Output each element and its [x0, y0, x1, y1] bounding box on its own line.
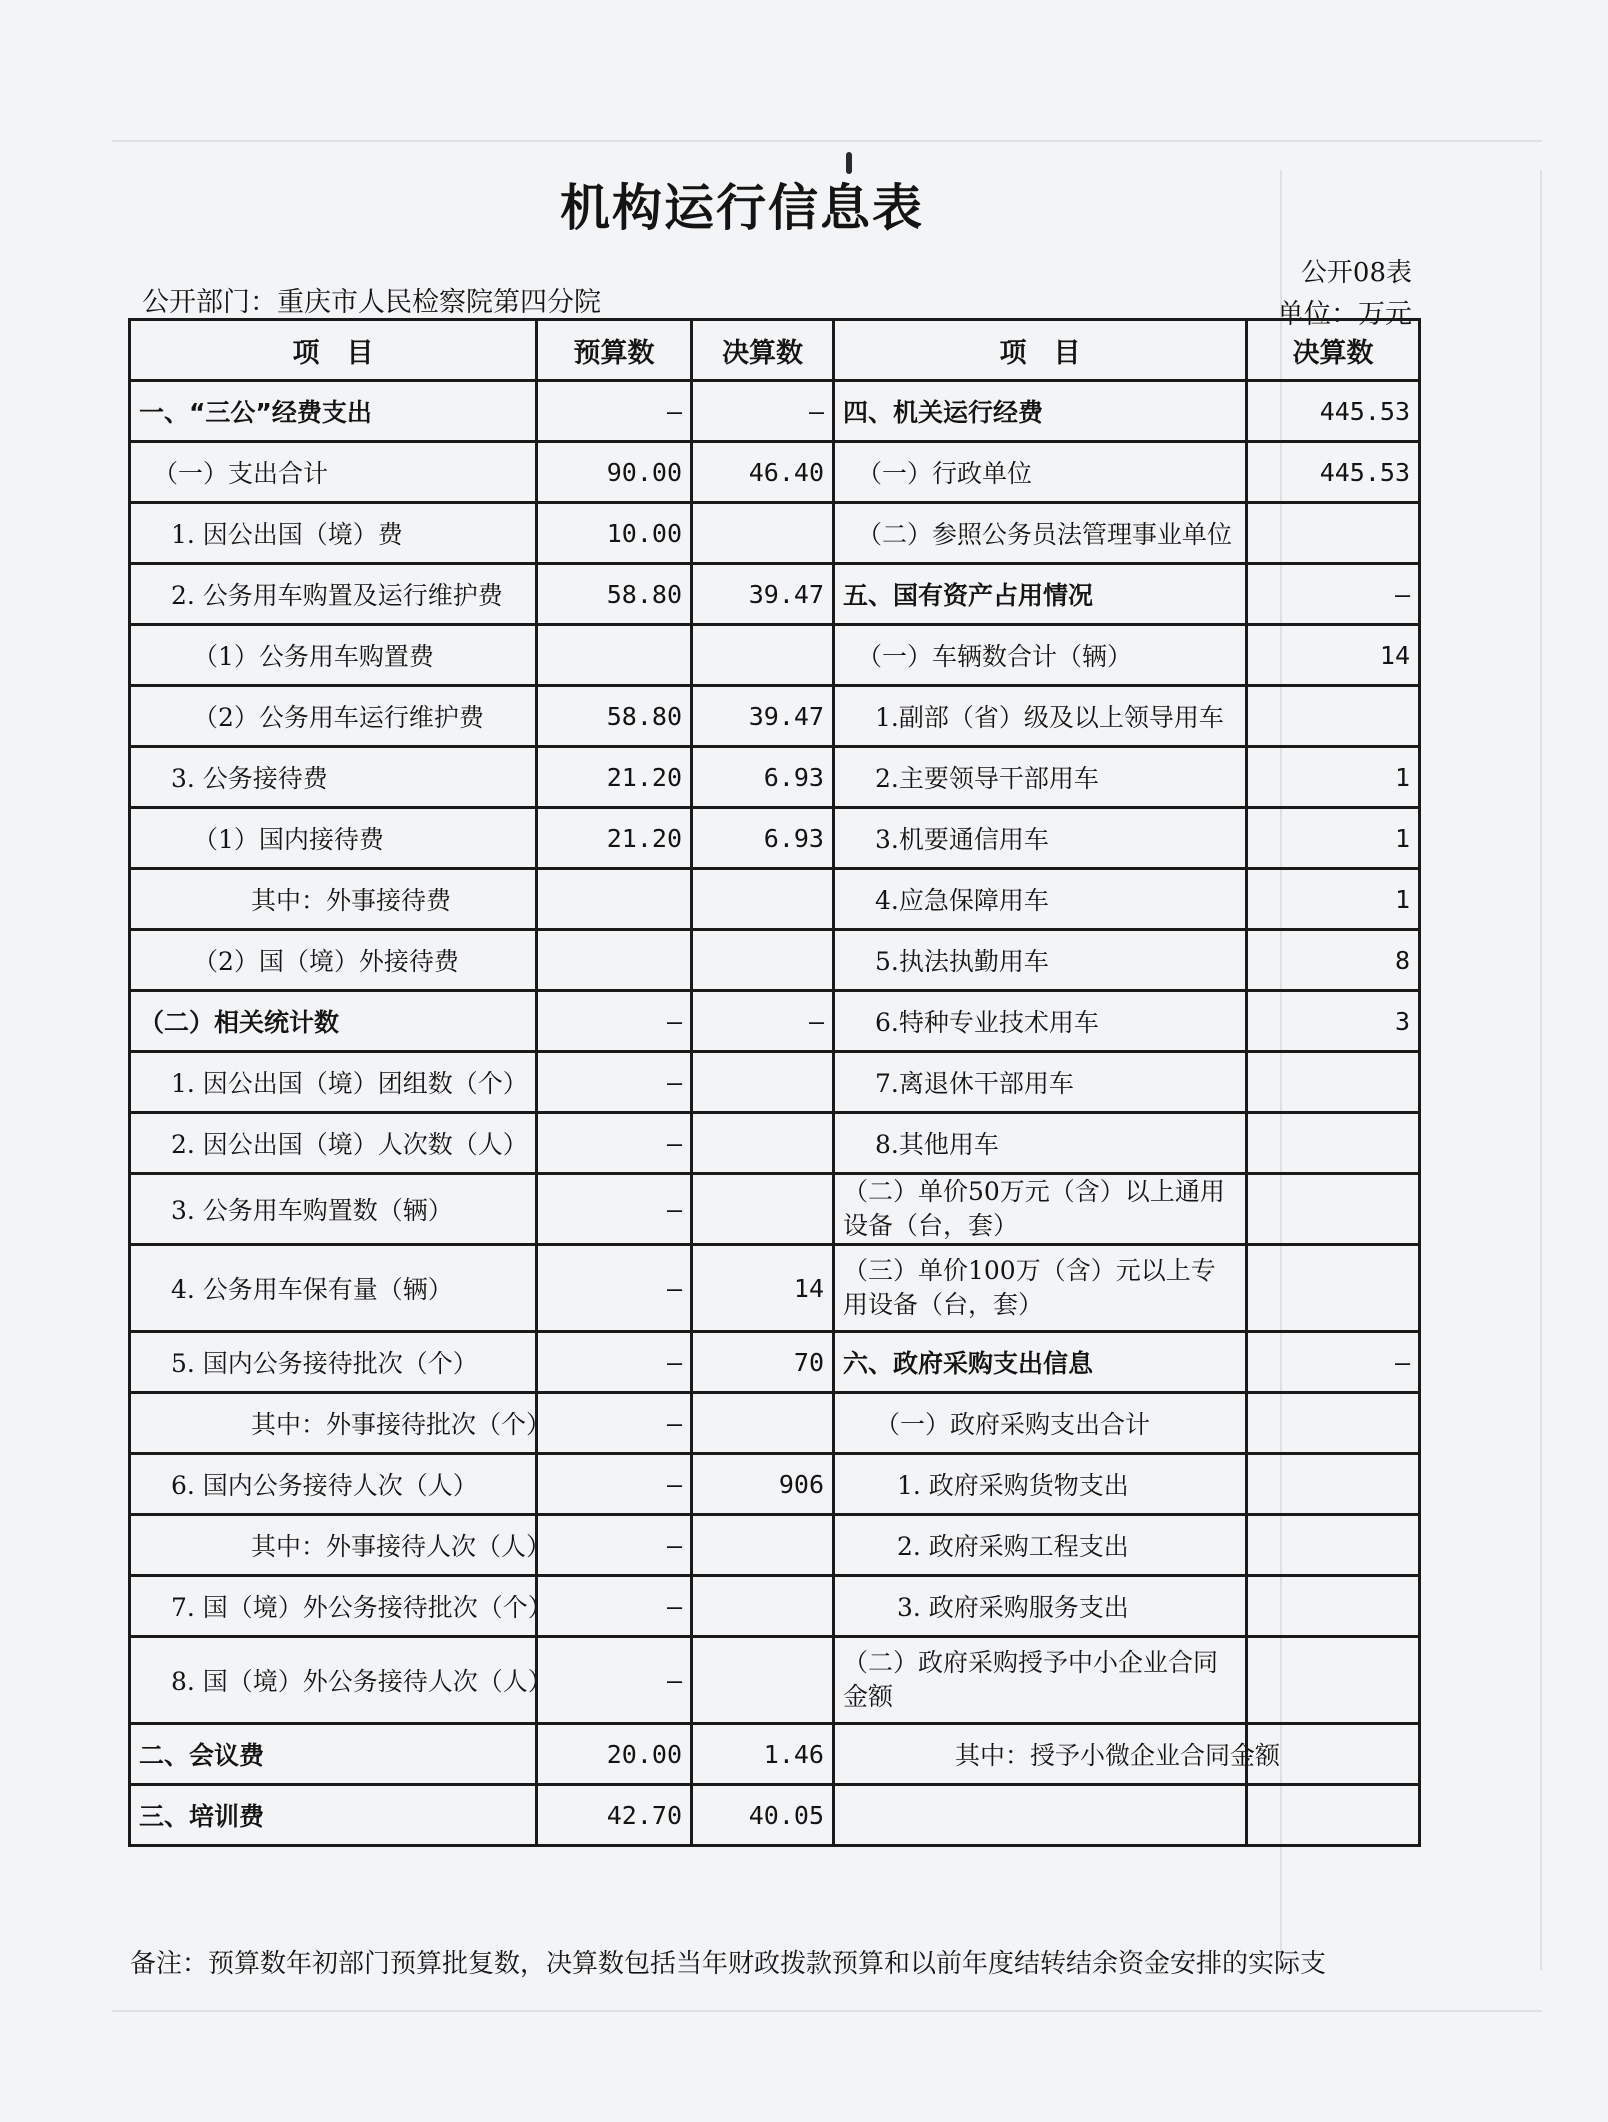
row-final-right: 445.53 — [1247, 442, 1420, 503]
row-final-left: 39.47 — [692, 564, 834, 625]
table-row — [130, 930, 1420, 991]
row-item-right: （二）参照公务员法管理事业单位 — [834, 503, 1247, 564]
row-final-right: — — [1247, 1332, 1420, 1393]
row-final-right: 14 — [1247, 625, 1420, 686]
table-row — [130, 1393, 1420, 1454]
row-final-right: — — [1247, 564, 1420, 625]
row-item-left: 7. 国（境）外公务接待批次（个） — [130, 1576, 537, 1637]
row-budget: — — [537, 1515, 692, 1576]
row-budget: 21.20 — [537, 747, 692, 808]
row-item-left: （2）国（境）外接待费 — [130, 930, 537, 991]
header-right-item: 项 目 — [834, 320, 1247, 381]
row-budget: 90.00 — [537, 442, 692, 503]
row-budget: — — [537, 1393, 692, 1454]
row-final-right: 8 — [1247, 930, 1420, 991]
row-budget: — — [537, 1052, 692, 1113]
row-item-left: 6. 国内公务接待人次（人） — [130, 1454, 537, 1515]
row-budget: — — [537, 1245, 692, 1332]
row-budget — [537, 930, 692, 991]
row-final-left: 46.40 — [692, 442, 834, 503]
row-item-right: 7.离退休干部用车 — [834, 1052, 1247, 1113]
row-final-left: 14 — [692, 1245, 834, 1332]
row-final-left: 6.93 — [692, 808, 834, 869]
row-final-right — [1247, 1393, 1420, 1454]
row-item-right: 其中：授予小微企业合同金额 — [834, 1724, 1247, 1785]
table-row — [130, 1174, 1420, 1245]
row-final-left: — — [692, 991, 834, 1052]
row-final-right: 1 — [1247, 747, 1420, 808]
row-item-right: 3.机要通信用车 — [834, 808, 1247, 869]
row-final-left — [692, 625, 834, 686]
row-budget: 21.20 — [537, 808, 692, 869]
table-header-row — [130, 320, 1420, 381]
row-item-right — [834, 1785, 1247, 1846]
row-item-right: 1. 政府采购货物支出 — [834, 1454, 1247, 1515]
row-budget: — — [537, 991, 692, 1052]
table-row — [130, 381, 1420, 442]
row-final-left: — — [692, 381, 834, 442]
row-item-right: 五、国有资产占用情况 — [834, 564, 1247, 625]
table-row — [130, 1245, 1420, 1332]
table-row — [130, 503, 1420, 564]
row-budget: 10.00 — [537, 503, 692, 564]
row-item-right: 5.执法执勤用车 — [834, 930, 1247, 991]
row-item-right: 6.特种专业技术用车 — [834, 991, 1247, 1052]
row-budget: — — [537, 1174, 692, 1245]
row-item-left: （2）公务用车运行维护费 — [130, 686, 537, 747]
table-row — [130, 1724, 1420, 1785]
row-final-right: 1 — [1247, 808, 1420, 869]
row-final-left: 1.46 — [692, 1724, 834, 1785]
table-row — [130, 747, 1420, 808]
header-final-right: 决算数 — [1247, 320, 1420, 381]
row-item-left: 8. 国（境）外公务接待人次（人） — [130, 1637, 537, 1724]
row-item-right: （一）行政单位 — [834, 442, 1247, 503]
row-final-left: 70 — [692, 1332, 834, 1393]
row-final-left — [692, 1113, 834, 1174]
row-final-left: 40.05 — [692, 1785, 834, 1846]
row-final-right — [1247, 1113, 1420, 1174]
table-row — [130, 1637, 1420, 1724]
table-row — [130, 686, 1420, 747]
row-final-left — [692, 869, 834, 930]
row-item-right: （二）单价50万元（含）以上通用设备（台，套） — [834, 1174, 1247, 1245]
row-item-left: （1）国内接待费 — [130, 808, 537, 869]
row-item-right: 2.主要领导干部用车 — [834, 747, 1247, 808]
table-row — [130, 808, 1420, 869]
row-budget: — — [537, 381, 692, 442]
table-row — [130, 442, 1420, 503]
row-final-left — [692, 1637, 834, 1724]
row-item-left: 3. 公务接待费 — [130, 747, 537, 808]
row-item-left: 1. 因公出国（境）团组数（个） — [130, 1052, 537, 1113]
row-final-left — [692, 1174, 834, 1245]
row-budget: — — [537, 1454, 692, 1515]
row-final-left — [692, 503, 834, 564]
row-item-left: 其中：外事接待人次（人） — [130, 1515, 537, 1576]
row-item-left: 5. 国内公务接待批次（个） — [130, 1332, 537, 1393]
table-row — [130, 625, 1420, 686]
row-budget: — — [537, 1637, 692, 1724]
row-item-left: （1）公务用车购置费 — [130, 625, 537, 686]
table-row — [130, 1052, 1420, 1113]
row-final-right — [1247, 1052, 1420, 1113]
row-final-left — [692, 1576, 834, 1637]
row-item-left: 4. 公务用车保有量（辆） — [130, 1245, 537, 1332]
table-row — [130, 991, 1420, 1052]
row-final-left — [692, 1515, 834, 1576]
row-budget: 42.70 — [537, 1785, 692, 1846]
row-final-right: 3 — [1247, 991, 1420, 1052]
row-item-right: （一）车辆数合计（辆） — [834, 625, 1247, 686]
row-final-right — [1247, 503, 1420, 564]
row-item-left: 其中：外事接待费 — [130, 869, 537, 930]
row-item-right: （一）政府采购支出合计 — [834, 1393, 1247, 1454]
row-final-right — [1247, 1576, 1420, 1637]
row-item-left: 2. 公务用车购置及运行维护费 — [130, 564, 537, 625]
row-item-right: 2. 政府采购工程支出 — [834, 1515, 1247, 1576]
row-budget: — — [537, 1113, 692, 1174]
row-item-right: 8.其他用车 — [834, 1113, 1247, 1174]
row-item-left: 3. 公务用车购置数（辆） — [130, 1174, 537, 1245]
row-item-right: （二）政府采购授予中小企业合同金额 — [834, 1637, 1247, 1724]
row-final-right: 1 — [1247, 869, 1420, 930]
row-budget: — — [537, 1332, 692, 1393]
info-table — [128, 318, 1421, 1847]
row-final-left — [692, 930, 834, 991]
header-budget: 预算数 — [537, 320, 692, 381]
row-final-right — [1247, 1785, 1420, 1846]
row-final-right: 445.53 — [1247, 381, 1420, 442]
row-item-right: 1.副部（省）级及以上领导用车 — [834, 686, 1247, 747]
row-final-right — [1247, 686, 1420, 747]
row-budget: 20.00 — [537, 1724, 692, 1785]
row-budget — [537, 625, 692, 686]
row-item-right: （三）单价100万（含）元以上专用设备（台，套） — [834, 1245, 1247, 1332]
row-item-right: 4.应急保障用车 — [834, 869, 1247, 930]
department-label: 公开部门：重庆市人民检察院第四分院 — [142, 287, 601, 318]
table-row — [130, 1113, 1420, 1174]
row-final-right — [1247, 1637, 1420, 1724]
table-row — [130, 1454, 1420, 1515]
row-item-right: 3. 政府采购服务支出 — [834, 1576, 1247, 1637]
row-budget — [537, 869, 692, 930]
row-item-right: 四、机关运行经费 — [834, 381, 1247, 442]
row-final-left: 39.47 — [692, 686, 834, 747]
row-item-left: 一、“三公”经费支出 — [130, 381, 537, 442]
row-final-left — [692, 1052, 834, 1113]
page-title: 机构运行信息表 — [560, 179, 924, 237]
row-item-right: 六、政府采购支出信息 — [834, 1332, 1247, 1393]
row-final-right — [1247, 1454, 1420, 1515]
table-row — [130, 1515, 1420, 1576]
header-final-left: 决算数 — [692, 320, 834, 381]
row-final-right — [1247, 1174, 1420, 1245]
row-budget: 58.80 — [537, 686, 692, 747]
table-row — [130, 869, 1420, 930]
row-budget: 58.80 — [537, 564, 692, 625]
form-number: 公开08表 — [1300, 258, 1412, 288]
row-item-left: （二）相关统计数 — [130, 991, 537, 1052]
row-final-left — [692, 1393, 834, 1454]
row-final-left: 906 — [692, 1454, 834, 1515]
row-final-right — [1247, 1245, 1420, 1332]
row-item-left: 三、培训费 — [130, 1785, 537, 1846]
header-left-item: 项 目 — [130, 320, 537, 381]
row-final-left: 6.93 — [692, 747, 834, 808]
table-row — [130, 1332, 1420, 1393]
table-row — [130, 1785, 1420, 1846]
row-item-left: 2. 因公出国（境）人次数（人） — [130, 1113, 537, 1174]
row-item-left: 二、会议费 — [130, 1724, 537, 1785]
table-row — [130, 564, 1420, 625]
footnote: 备注：预算数年初部门预算批复数，决算数包括当年财政拨款预算和以前年度结转结余资金安排的实际支 — [130, 1949, 1327, 1979]
row-final-right — [1247, 1515, 1420, 1576]
row-item-left: （一）支出合计 — [130, 442, 537, 503]
row-item-left: 1. 因公出国（境）费 — [130, 503, 537, 564]
row-item-left: 其中：外事接待批次（个） — [130, 1393, 537, 1454]
table-row — [130, 1576, 1420, 1637]
unit-label: 单位：万元 — [1277, 299, 1412, 330]
row-budget: — — [537, 1576, 692, 1637]
